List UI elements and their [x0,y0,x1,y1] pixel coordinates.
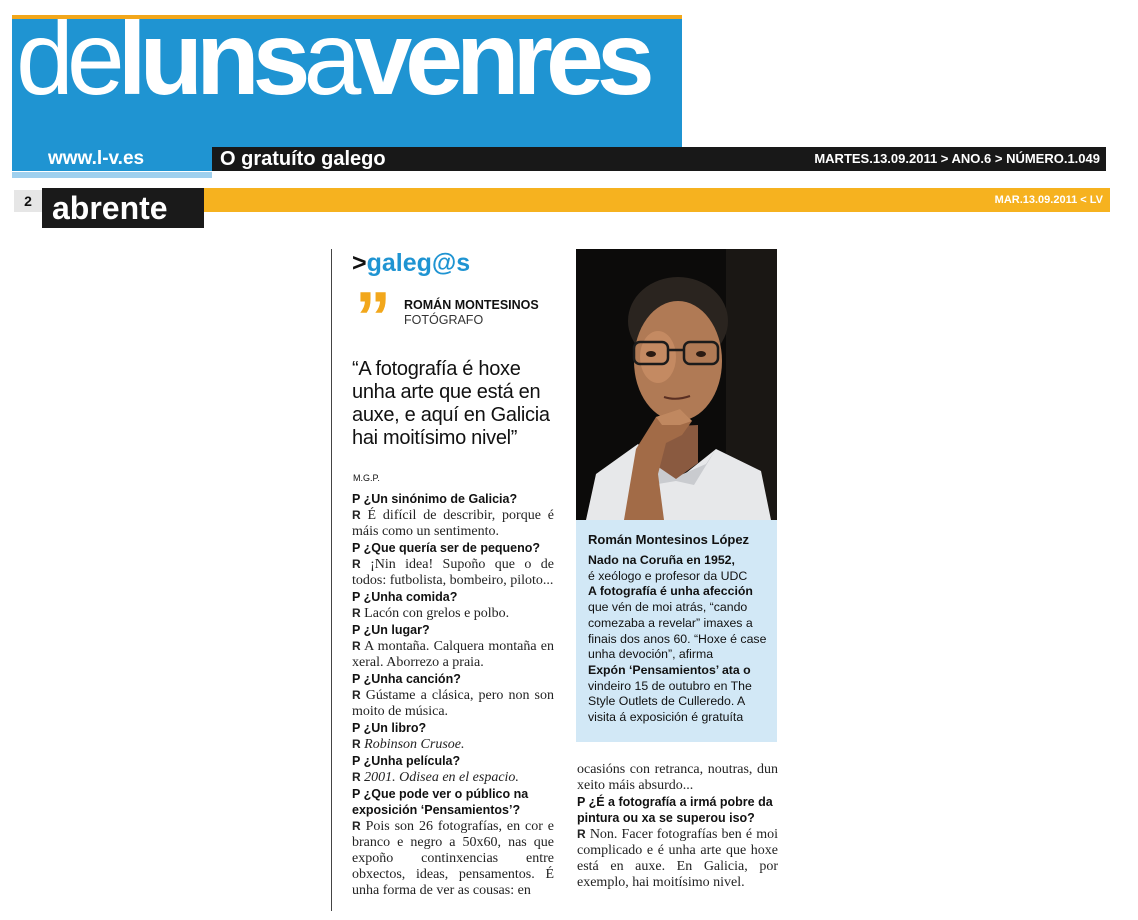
qa-answer: R Lacón con grelos e polbo. [352,606,510,621]
qa-answer: R A montaña. Calquera montaña en xeral. Aborrezo a praia. [352,639,554,670]
qa-question: P ¿Que quería ser de pequeno? [352,541,541,555]
interview-column-2 [577,762,778,891]
rubric [352,247,470,279]
rubric-label: galeg@s [366,249,471,277]
interviewee-name: ROMÁN MONTESINOS [404,298,539,312]
section-name: abrente [52,190,168,226]
qa-answer: R 2001. Odisea en el espacio. [352,770,519,785]
qa-answer-continued: ocasións con retranca, noutras, dun xeito máis absurdo... [577,762,778,793]
rubric-prefix: > [352,249,367,277]
logo-part-a: a [303,19,355,117]
qa-question: P ¿Un sinónimo de Galicia? [352,492,518,506]
qa-question: P ¿Unha canción? [352,672,461,686]
qa-answer: R Pois son 26 fotografías, en cor e branco e negro a 50x60, nas que expoño continxencias entre obxectos, ideas, pensamentos. É unha forma de ver as cousas: en [352,819,554,898]
profile-name: Román Montesinos López [588,532,750,547]
byline: M.G.P. [353,473,380,483]
qa-answer: R Non. Facer fotografías ben é moi complicado e é unha arte que hoxe está en auxe. En Galicia, por exemplo, hai moitísimo nivel. [577,827,778,890]
website-url: www.l-v.es [48,148,145,169]
profile-hobby: que vén de moi atrás, “cando comezaba a revelar” imaxes a finais dos anos 60. “Hoxe é case unha devoción”, afirma [588,600,767,662]
profile-text [588,553,768,726]
section-date: MAR.13.09.2011 < LV [994,194,1103,206]
headline: “A fotografía é hoxe unha arte que está en auxe, e aquí en Galicia hai moitísimo nivel” [352,358,550,449]
logo-part-venres: venres [354,19,648,117]
logo-part-de: de [16,19,118,117]
qa-question: P ¿Unha película? [352,754,461,768]
interviewee-role: FOTÓGRAFO [404,313,484,327]
portrait-photo [576,249,777,520]
column-rule [331,249,332,911]
url-underline [12,172,212,178]
qa-question: P ¿Un lugar? [352,623,430,637]
qa-question: P ¿Un libro? [352,721,427,735]
qa-answer: R ¡Nin idea! Supoño que o de todos: futbolista, bombeiro, piloto... [352,557,555,588]
newspaper-logo [16,19,648,117]
qa-answer: R É difícil de describir, porque é máis como un sentimento. [352,508,554,539]
profile-born: é xeólogo e profesor da UDC [588,568,748,583]
qa-answer: R Robinson Crusoe. [352,737,465,752]
masthead-logo-block [12,19,682,147]
interview-column-1 [352,491,554,899]
issue-info: MARTES.13.09.2011 > ANO.6 > NÚMERO.1.049 [814,151,1100,166]
profile-exhibition-bold: Expón ‘Pensamientos’ ata o [588,662,751,677]
profile-born-bold: Nado na Coruña en 1952, [588,553,735,567]
qa-answer: R Gústame a clásica, pero non son moito de música. [352,688,555,719]
logo-part-luns: luns [117,19,304,117]
profile-hobby-bold: A fotografía é unha afección [588,584,753,599]
tagline: O gratuíto galego [220,148,386,170]
page-number: 2 [24,193,32,209]
quote-marks-icon: ” [355,278,387,358]
qa-question: P ¿Que pode ver o público na exposición ‘Pensamientos’? [352,787,529,817]
qa-question: P ¿Unha comida? [352,590,458,604]
qa-question: P ¿É a fotografía a irmá pobre da pintura ou xa se superou iso? [577,795,773,825]
profile-exhibition: vindeiro 15 de outubro en The Style Outlets de Culleredo. A visita á exposición é gratuíta [588,678,752,725]
